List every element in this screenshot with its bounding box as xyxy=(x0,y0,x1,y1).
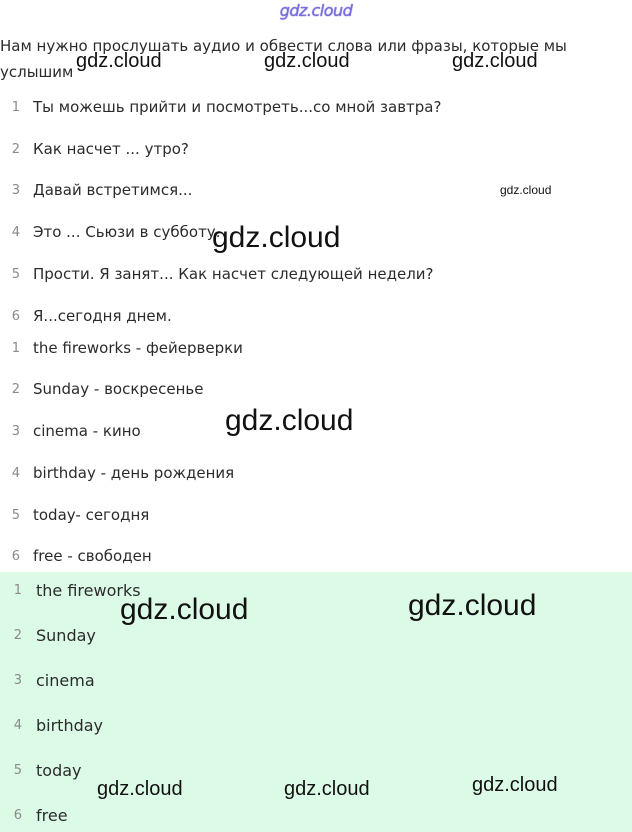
watermark: gdz.cloud xyxy=(472,774,558,796)
item-text: Давай встретимся... xyxy=(33,181,193,199)
answer-item xyxy=(0,714,103,736)
watermark: gdz.cloud xyxy=(225,404,354,437)
list-item xyxy=(0,462,234,484)
item-text: Sunday xyxy=(36,625,96,645)
item-text: Ты можешь прийти и посмотреть...со мной завтра? xyxy=(33,98,442,116)
answer-item xyxy=(0,669,95,691)
item-number: 2 xyxy=(13,627,22,643)
item-number: 3 xyxy=(11,423,20,439)
list-item xyxy=(0,305,172,327)
item-number: 3 xyxy=(13,672,22,688)
item-number: 6 xyxy=(13,807,22,823)
item-text: Прости. Я занят... Как насчет следующей недели? xyxy=(33,265,434,283)
item-text: Это ... Сьюзи в субботу. xyxy=(33,223,221,241)
answer-item xyxy=(0,759,82,781)
item-text: free xyxy=(36,805,68,825)
item-number: 4 xyxy=(11,224,20,240)
item-text: Я...сегодня днем. xyxy=(33,307,172,325)
watermark: gdz.cloud xyxy=(452,50,538,72)
watermark: gdz.cloud xyxy=(500,183,552,197)
list-item xyxy=(0,504,149,526)
item-text: the fireworks - фейерверки xyxy=(33,339,243,357)
item-text: today- сегодня xyxy=(33,506,150,524)
item-number: 6 xyxy=(11,308,20,324)
item-text: Как насчет ... утро? xyxy=(33,140,189,158)
item-number: 5 xyxy=(13,762,22,778)
answer-item xyxy=(0,624,96,646)
item-number: 1 xyxy=(11,340,20,356)
task-description: Нам нужно прослушать аудио и обвести слова или фразы, которые мы услышим xyxy=(0,37,567,81)
item-number: 4 xyxy=(11,465,20,481)
list-item xyxy=(0,337,243,359)
list-item xyxy=(0,545,152,567)
item-text: birthday - день рождения xyxy=(33,464,235,482)
list-item xyxy=(0,96,441,118)
list-item xyxy=(0,179,192,201)
item-number: 5 xyxy=(11,266,20,282)
item-text: cinema - кино xyxy=(33,422,141,440)
item-number: 2 xyxy=(11,381,20,397)
item-text: cinema xyxy=(36,670,95,690)
watermark: gdz.cloud xyxy=(408,589,537,622)
item-number: 5 xyxy=(11,507,20,523)
item-number: 2 xyxy=(11,141,20,157)
answer-item xyxy=(0,804,68,826)
watermark: gdz.cloud xyxy=(264,50,350,72)
item-number: 6 xyxy=(11,548,20,564)
item-text: today xyxy=(36,760,82,780)
list-item xyxy=(0,378,204,400)
watermark: gdz.cloud xyxy=(120,593,249,626)
item-text: free - свободен xyxy=(33,547,152,565)
watermark-top: gdz.cloud xyxy=(279,1,353,20)
item-text: birthday xyxy=(36,715,104,735)
item-number: 1 xyxy=(13,582,22,598)
item-text: Sunday - воскресенье xyxy=(33,380,204,398)
list-item xyxy=(0,263,434,285)
item-number: 1 xyxy=(11,99,20,115)
item-text: the fireworks xyxy=(36,580,141,600)
list-item xyxy=(0,221,220,243)
item-number: 3 xyxy=(11,182,20,198)
watermark: gdz.cloud xyxy=(212,221,341,254)
list-item xyxy=(0,420,141,442)
item-number: 4 xyxy=(13,717,22,733)
watermark: gdz.cloud xyxy=(97,778,183,800)
watermark: gdz.cloud xyxy=(76,50,162,72)
list-item xyxy=(0,138,189,160)
watermark: gdz.cloud xyxy=(284,778,370,800)
